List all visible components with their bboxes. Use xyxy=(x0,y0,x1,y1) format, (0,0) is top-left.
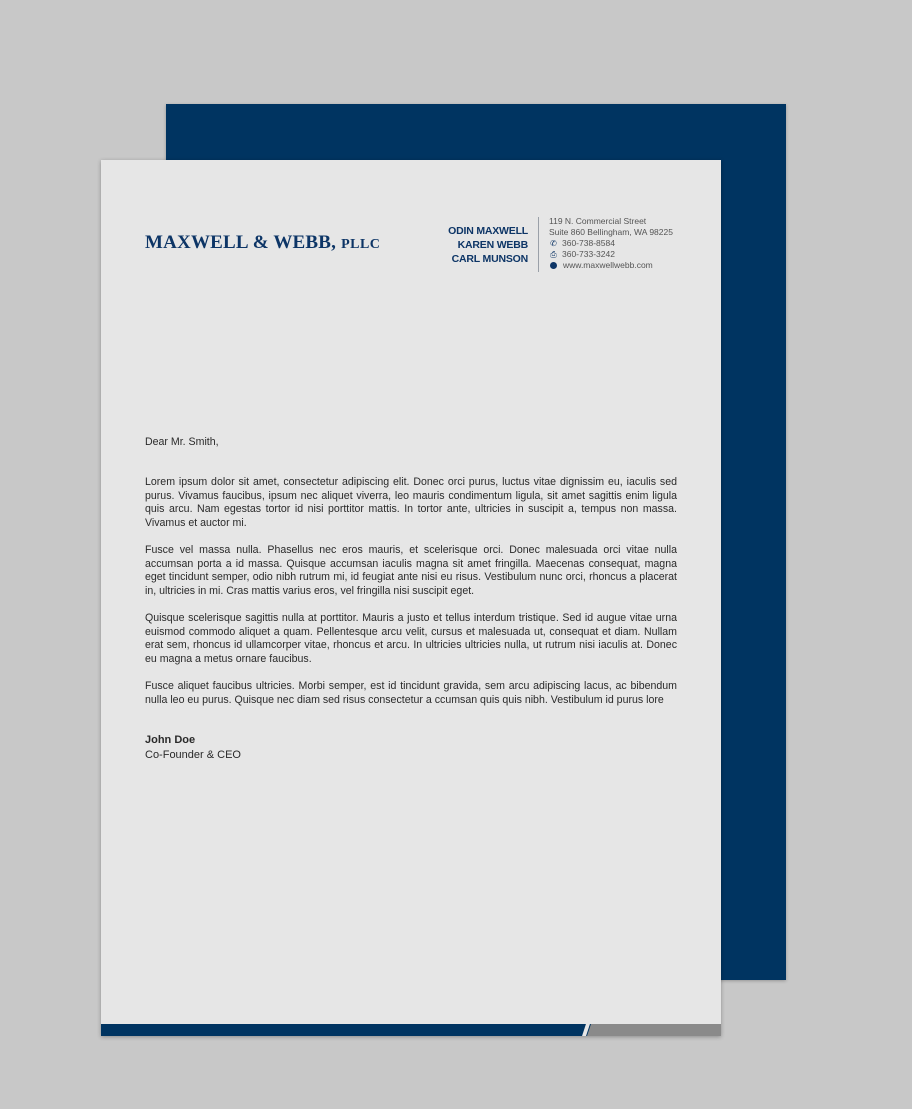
body-paragraph: Lorem ipsum dolor sit amet, consectetur adipiscing elit. Donec orci purus, luctus vitae dignissim eu, iaculis sed purus. Vivamus faucibus, ipsum nec aliquet viverra, leo mauris condimentum ligula, sit amet sagittis enim ligula quis arcu. Nam egestas tortor id nisi porttitor mattis. In tortor ante, ultricies in suscipit a, tempus non massa. Vivamus et auctor mi. xyxy=(145,476,677,529)
address-line-1: 119 N. Commercial Street xyxy=(549,216,647,226)
address-line-2: Suite 860 Bellingham, WA 98225 xyxy=(549,227,673,237)
signature-title: Co-Founder & CEO xyxy=(145,749,241,761)
phone-icon: ✆ xyxy=(550,239,557,248)
address-line xyxy=(549,227,673,238)
partner-name: ODIN MAXWELL xyxy=(448,225,528,237)
signature-name: John Doe xyxy=(145,734,196,746)
signature-block xyxy=(145,733,677,763)
body-paragraph: Fusce aliquet faucibus ultricies. Morbi semper, est id tincidunt gravida, sem arcu adipiscing lacus, ac bibendum nulla leo eu purus. Quisque nec diam sed risus consectetur a ccumsan quis quis nibh. Vestibulum id purus lore xyxy=(145,680,677,706)
globe-icon xyxy=(550,262,557,269)
body-paragraph: Quisque scelerisque sagittis nulla at porttitor. Mauris a justo et tellus interdum tristique. Sed id augue vitae urna euismod commodo aliquet a quam. Pellentesque arcu velit, cursus et malesuada ut, consequat et diam. Nullam erat sem, rhoncus id ullamcorper vitae, rhoncus et arcu. In ultricies ultricies nulla, ut rutrum nisi iaculis at. Donec eu magna a metus ornare faucibus. xyxy=(145,612,677,665)
fax-number: 360-733-3242 xyxy=(562,249,615,259)
partner-list xyxy=(448,224,528,266)
phone-row xyxy=(549,238,673,249)
logo-suffix: PLLC xyxy=(341,237,381,252)
website-link[interactable]: www.maxwellwebb.com xyxy=(563,260,653,270)
partner-name: KAREN WEBB xyxy=(457,239,528,251)
salutation: Dear Mr. Smith, xyxy=(145,436,219,448)
company-logo xyxy=(145,232,380,254)
header-divider xyxy=(538,217,539,272)
website-row xyxy=(549,260,673,271)
logo-main: MAXWELL & WEBB, xyxy=(145,232,342,253)
contact-block xyxy=(549,216,673,271)
address-line xyxy=(549,216,673,227)
footer-bar-gray xyxy=(587,1024,721,1036)
partner-name: CARL MUNSON xyxy=(451,253,528,265)
fax-icon: ⎙ xyxy=(550,250,557,259)
fax-row xyxy=(549,249,673,260)
letterhead-page xyxy=(101,160,721,1036)
body-paragraph: Fusce vel massa nulla. Phasellus nec eros mauris, et scelerisque orci. Donec malesuada orci vitae nulla accumsan porta a id massa. Quisque accumsan iaculis magna sit amet fringilla. Maecenas consequat, magna eget tincidunt semper, odio nibh rutrum mi, id feugiat ante nisi eu risus. Vestibulum nunc orci, rhoncus a placerat in, ultricies in mi. Cras mattis varius eros, vel fringilla nisi suscipit eget. xyxy=(145,544,677,597)
phone-number: 360-738-8584 xyxy=(562,238,615,248)
